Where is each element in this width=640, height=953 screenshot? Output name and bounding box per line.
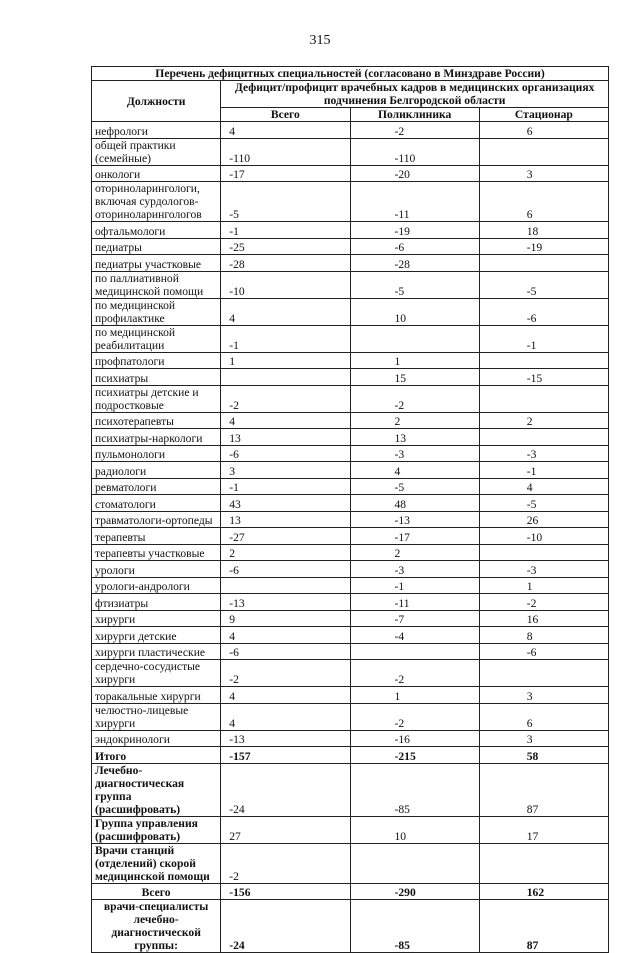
row-total: 4 — [221, 412, 350, 429]
row-total: 4 — [221, 627, 350, 644]
row-name: ревматологи — [92, 478, 221, 495]
table-row — [92, 495, 609, 512]
table-row — [92, 238, 609, 255]
row-hospital: -6 — [479, 643, 608, 660]
row-total: 2 — [221, 544, 350, 561]
row-total: -10 — [221, 271, 350, 298]
row-name: по медицинской профилактике — [92, 298, 221, 325]
row-total: -25 — [221, 238, 350, 255]
row-total: -2 — [221, 385, 350, 412]
row-polyclinic — [350, 643, 479, 660]
row-total: -2 — [221, 660, 350, 687]
table-row — [92, 627, 609, 644]
row-total: -6 — [221, 643, 350, 660]
row-hospital: -2 — [479, 594, 608, 611]
row-total: 27 — [221, 816, 350, 843]
row-name: психиатры — [92, 369, 221, 386]
row-name: хирурги пластические — [92, 643, 221, 660]
table-row — [92, 883, 609, 900]
row-name: Врачи станций (отделений) скорой медицинской помощи — [92, 843, 221, 883]
row-hospital: 4 — [479, 478, 608, 495]
row-total: -1 — [221, 325, 350, 352]
row-polyclinic: -7 — [350, 610, 479, 627]
table-row — [92, 429, 609, 446]
row-name: стоматологи — [92, 495, 221, 512]
row-name: фтизиатры — [92, 594, 221, 611]
table-row — [92, 412, 609, 429]
table-row — [92, 462, 609, 479]
row-polyclinic: -2 — [350, 703, 479, 730]
row-hospital: 3 — [479, 165, 608, 182]
row-name: психиатры детские и подростковые — [92, 385, 221, 412]
row-hospital: -19 — [479, 238, 608, 255]
row-total: 1 — [221, 352, 350, 369]
table-row — [92, 594, 609, 611]
row-total: 9 — [221, 610, 350, 627]
row-name: терапевты — [92, 528, 221, 545]
row-hospital: -15 — [479, 369, 608, 386]
row-name: педиатры — [92, 238, 221, 255]
row-name: Итого — [92, 747, 221, 764]
table-row — [92, 610, 609, 627]
row-polyclinic: -2 — [350, 122, 479, 139]
row-total: -17 — [221, 165, 350, 182]
row-name: педиатры участковые — [92, 255, 221, 272]
row-total: -156 — [221, 883, 350, 900]
row-hospital: -1 — [479, 462, 608, 479]
row-name: Лечебно-диагностическая группа (расшифровать) — [92, 763, 221, 816]
table-row — [92, 325, 609, 352]
row-total: -1 — [221, 478, 350, 495]
row-name: челюстно-лицевые хирурги — [92, 703, 221, 730]
row-polyclinic: -16 — [350, 730, 479, 747]
header-total: Всего — [221, 108, 350, 122]
row-name: Всего — [92, 883, 221, 900]
row-name: онкологи — [92, 165, 221, 182]
row-total — [221, 577, 350, 594]
row-name: торакальные хирурги — [92, 687, 221, 704]
row-name: нефрологи — [92, 122, 221, 139]
header-polyclinic: Поликлиника — [350, 108, 479, 122]
row-hospital — [479, 544, 608, 561]
row-polyclinic: -1 — [350, 577, 479, 594]
row-name: сердечно-сосудистые хирурги — [92, 660, 221, 687]
table-row — [92, 511, 609, 528]
row-polyclinic: 15 — [350, 369, 479, 386]
row-hospital: 6 — [479, 182, 608, 222]
row-polyclinic: -110 — [350, 138, 479, 165]
row-hospital — [479, 429, 608, 446]
row-hospital: -5 — [479, 495, 608, 512]
row-hospital: 8 — [479, 627, 608, 644]
row-hospital — [479, 660, 608, 687]
row-hospital: -10 — [479, 528, 608, 545]
row-polyclinic: -2 — [350, 660, 479, 687]
row-polyclinic: 4 — [350, 462, 479, 479]
row-name: общей практики (семейные) — [92, 138, 221, 165]
row-hospital: 18 — [479, 222, 608, 239]
table-row — [92, 843, 609, 883]
row-total: -6 — [221, 445, 350, 462]
page-number: 315 — [309, 33, 331, 48]
table-row — [92, 222, 609, 239]
row-name: по паллиативной медицинской помощи — [92, 271, 221, 298]
row-polyclinic: -85 — [350, 900, 479, 953]
row-total: -2 — [221, 843, 350, 883]
row-total: -28 — [221, 255, 350, 272]
row-hospital: 87 — [479, 763, 608, 816]
row-polyclinic — [350, 325, 479, 352]
row-name: эндокринологи — [92, 730, 221, 747]
table-row — [92, 255, 609, 272]
row-name: радиологи — [92, 462, 221, 479]
row-polyclinic: -13 — [350, 511, 479, 528]
row-hospital: 17 — [479, 816, 608, 843]
table-row — [92, 528, 609, 545]
row-polyclinic: 1 — [350, 687, 479, 704]
table-row — [92, 445, 609, 462]
row-name: хирурги детские — [92, 627, 221, 644]
row-hospital: 16 — [479, 610, 608, 627]
row-hospital: 3 — [479, 730, 608, 747]
row-total: 4 — [221, 298, 350, 325]
row-hospital: 26 — [479, 511, 608, 528]
row-polyclinic: 13 — [350, 429, 479, 446]
row-name: Группа управления (расшифровать) — [92, 816, 221, 843]
table-row — [92, 763, 609, 816]
row-total: -27 — [221, 528, 350, 545]
table-row — [92, 165, 609, 182]
table-row — [92, 478, 609, 495]
row-total: 43 — [221, 495, 350, 512]
row-polyclinic: 48 — [350, 495, 479, 512]
row-polyclinic: -290 — [350, 883, 479, 900]
table-row — [92, 369, 609, 386]
table-row — [92, 298, 609, 325]
row-polyclinic: -19 — [350, 222, 479, 239]
row-hospital: 58 — [479, 747, 608, 764]
row-total: -13 — [221, 594, 350, 611]
row-total: 4 — [221, 687, 350, 704]
row-hospital: 2 — [479, 412, 608, 429]
table-row — [92, 900, 609, 953]
row-hospital — [479, 255, 608, 272]
table-row — [92, 730, 609, 747]
row-name: психотерапевты — [92, 412, 221, 429]
row-hospital: 87 — [479, 900, 608, 953]
row-polyclinic: -85 — [350, 763, 479, 816]
row-polyclinic: -11 — [350, 594, 479, 611]
table-row — [92, 816, 609, 843]
row-total: 3 — [221, 462, 350, 479]
row-name: по медицинской реабилитации — [92, 325, 221, 352]
row-polyclinic: -3 — [350, 561, 479, 578]
row-hospital: -1 — [479, 325, 608, 352]
row-hospital — [479, 352, 608, 369]
row-hospital: -5 — [479, 271, 608, 298]
row-total: -24 — [221, 900, 350, 953]
row-name: оториноларингологи, включая сурдологов-оториноларингологов — [92, 182, 221, 222]
row-polyclinic: -17 — [350, 528, 479, 545]
row-hospital: 162 — [479, 883, 608, 900]
table-row — [92, 747, 609, 764]
row-total: -110 — [221, 138, 350, 165]
table-row — [92, 703, 609, 730]
table-row — [92, 271, 609, 298]
row-polyclinic — [350, 843, 479, 883]
row-total: -24 — [221, 763, 350, 816]
row-polyclinic: 2 — [350, 412, 479, 429]
table-row — [92, 544, 609, 561]
row-name: хирурги — [92, 610, 221, 627]
table-row — [92, 352, 609, 369]
row-polyclinic: 10 — [350, 816, 479, 843]
row-hospital — [479, 843, 608, 883]
row-total: -1 — [221, 222, 350, 239]
row-total: -157 — [221, 747, 350, 764]
row-total: -6 — [221, 561, 350, 578]
row-hospital: 1 — [479, 577, 608, 594]
header-position: Должности — [92, 81, 221, 122]
row-polyclinic: -5 — [350, 478, 479, 495]
row-total: 13 — [221, 429, 350, 446]
row-name: врачи-специалисты лечебно-диагностической группы: — [92, 900, 221, 953]
row-name: пульмонологи — [92, 445, 221, 462]
table-row — [92, 561, 609, 578]
row-name: урологи — [92, 561, 221, 578]
row-hospital: -3 — [479, 445, 608, 462]
row-polyclinic: 1 — [350, 352, 479, 369]
table-row — [92, 643, 609, 660]
table-body — [92, 122, 609, 953]
row-hospital: 6 — [479, 703, 608, 730]
row-name: урологи-андрологи — [92, 577, 221, 594]
table-title: Перечень дефицитных специальностей (согласовано в Минздраве России) — [92, 67, 609, 81]
row-polyclinic: -11 — [350, 182, 479, 222]
row-polyclinic: -6 — [350, 238, 479, 255]
row-hospital — [479, 138, 608, 165]
row-total: -13 — [221, 730, 350, 747]
deficit-table — [91, 66, 609, 953]
row-polyclinic: -28 — [350, 255, 479, 272]
row-name: психиатры-наркологи — [92, 429, 221, 446]
header-deficit-group: Дефицит/профицит врачебных кадров в медицинских организациях подчинения Белгородской области — [221, 81, 609, 108]
table-row — [92, 577, 609, 594]
table-row — [92, 687, 609, 704]
row-polyclinic: -4 — [350, 627, 479, 644]
row-name: травматологи-ортопеды — [92, 511, 221, 528]
row-total: 4 — [221, 703, 350, 730]
row-hospital: -6 — [479, 298, 608, 325]
row-hospital: 3 — [479, 687, 608, 704]
row-total: 4 — [221, 122, 350, 139]
row-name: профпатологи — [92, 352, 221, 369]
header-hospital: Стационар — [479, 108, 608, 122]
row-polyclinic: -3 — [350, 445, 479, 462]
table-row — [92, 138, 609, 165]
row-polyclinic: -2 — [350, 385, 479, 412]
table-row — [92, 660, 609, 687]
row-name: офтальмологи — [92, 222, 221, 239]
row-name: терапевты участковые — [92, 544, 221, 561]
table-row — [92, 182, 609, 222]
table-row — [92, 385, 609, 412]
table-row — [92, 122, 609, 139]
row-polyclinic: 10 — [350, 298, 479, 325]
row-polyclinic: -20 — [350, 165, 479, 182]
row-polyclinic: 2 — [350, 544, 479, 561]
row-total: -5 — [221, 182, 350, 222]
row-hospital — [479, 385, 608, 412]
row-hospital: -3 — [479, 561, 608, 578]
row-hospital: 6 — [479, 122, 608, 139]
row-polyclinic: -215 — [350, 747, 479, 764]
row-polyclinic: -5 — [350, 271, 479, 298]
row-total — [221, 369, 350, 386]
row-total: 13 — [221, 511, 350, 528]
